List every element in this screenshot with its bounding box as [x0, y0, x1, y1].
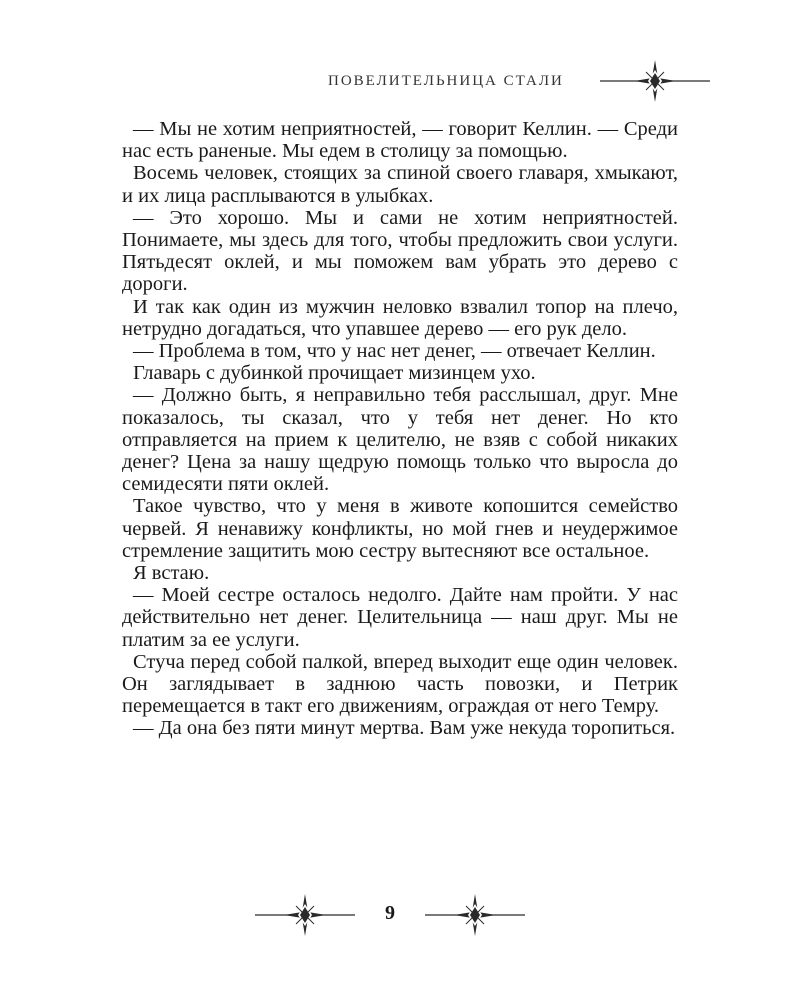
paragraph: — Мы не хотим неприятностей, — говорит Келлин. — Среди нас есть раненые. Мы едем в столицу за помощью. — [122, 118, 678, 163]
paragraph: Главарь с дубинкой прочищает мизинцем ухо. — [133, 362, 536, 385]
star-ornament-icon — [600, 56, 710, 106]
paragraph: — Это хорошо. Мы и сами не хотим неприятностей. Понимаете, мы здесь для того, чтобы предложить свои услуги. Пятьдесят оклей, и мы поможем вам убрать это дерево с дороги. — [122, 206, 678, 296]
paragraph: — Должно быть, я неправильно тебя расслышал, друг. Мне показалось, ты сказал, что у тебя нет денег. Но кто отправляется на прием к целителю, не взяв с собой никаких денег? Цена за нашу щедрую помощь только что выросла до семидесяти пяти оклей. — [122, 384, 678, 496]
paragraph: — Моей сестре осталось недолго. Дайте нам пройти. У нас действительно нет денег. Целительница — наш друг. Мы не платим за ее услуги. — [122, 584, 678, 651]
paragraph: Восемь человек, стоящих за спиной своего главаря, хмыкают, и их лица расплываются в улыбках. — [122, 162, 678, 207]
running-header-title: ПОВЕЛИТЕЛЬНИЦА СТАЛИ — [328, 73, 564, 89]
main-text — [122, 118, 678, 740]
paragraph: Стуча перед собой палкой, вперед выходит еще один человек. Он заглядывает в заднюю часть повозки, и Петрик перемещается в такт его движениям, ограждая от него Темру. — [122, 650, 678, 718]
star-ornament-icon — [255, 890, 355, 940]
page-number: 9 — [385, 902, 395, 924]
running-header — [300, 56, 720, 106]
paragraph: Такое чувство, что у меня в животе копошится семейство червей. Я ненавижу конфликты, но мой гнев и неудержимое стремление защитить мою сестру вытесняют все остальное. — [122, 495, 678, 562]
page-footer — [255, 890, 545, 940]
paragraph: — Проблема в том, что у нас нет денег, — отвечает Келлин. — [133, 340, 656, 363]
paragraph: Я встаю. — [133, 562, 210, 585]
paragraph: И так как один из мужчин неловко взвалил топор на плечо, нетрудно догадаться, что упавшее дерево — его рук дело. — [122, 295, 678, 340]
paragraph: — Да она без пяти минут мертва. Вам уже некуда торопиться. — [133, 717, 676, 740]
star-ornament-icon — [425, 890, 525, 940]
